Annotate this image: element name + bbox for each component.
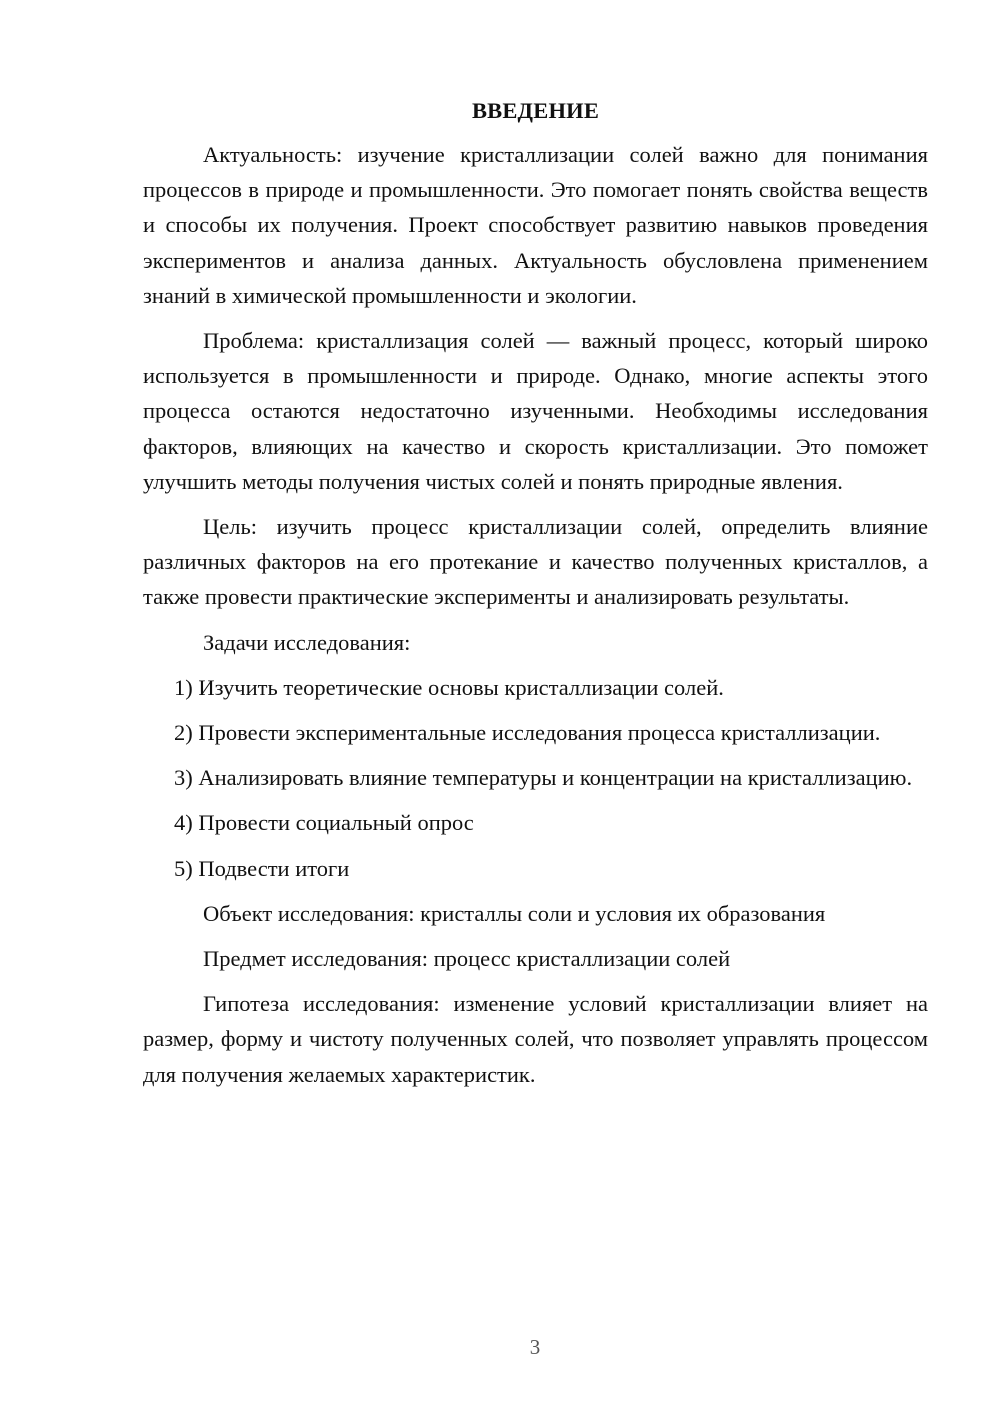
task-item-2: 2) Провести экспериментальные исследования процесса кристаллизации. [174, 720, 881, 746]
goal-paragraph: Цель: изучить процесс кристаллизации солей, определить влияние различных факторов на его протекание и качество полученных кристаллов, а также провести практические эксперименты и анализировать результаты. [143, 514, 928, 610]
task-item-1: 1) Изучить теоретические основы кристаллизации солей. [174, 674, 724, 700]
page-number: 3 [529, 1335, 541, 1359]
hypothesis-paragraph: Гипотеза исследования: изменение условий кристаллизации влияет на размер, форму и чистоту полученных солей, что позволяет управлять процессом для получения желаемых характеристик. [143, 991, 928, 1087]
task-item-3: 3) Анализировать влияние температуры и концентрации на кристаллизацию. [174, 765, 913, 791]
research-subject-paragraph: Предмет исследования: процесс кристаллизации солей [203, 946, 731, 972]
task-item-4: 4) Провести социальный опрос [174, 810, 474, 836]
problem-paragraph: Проблема: кристаллизация солей — важный процесс, который широко используется в промышленности и природе. Однако, многие аспекты этого процесса остаются недостаточно изученными. Необходимы исследования факторов, влияющих на качество и скорость кристаллизации. Это поможет улучшить методы получения чистых солей и понять природные явления. [143, 328, 928, 494]
research-object-paragraph: Объект исследования: кристаллы соли и условия их образования [203, 900, 826, 926]
relevance-paragraph: Актуальность: изучение кристаллизации солей важно для понимания процессов в природе и промышленности. Это помогает понять свойства веществ и способы их получения. Проект способствует развитию навыков проведения экспериментов и анализа данных. Актуальность обусловлена применением знаний в химической промышленности и экологии. [143, 142, 928, 308]
section-heading: ВВЕДЕНИЕ [471, 98, 600, 123]
task-item-5: 5) Подвести итоги [174, 855, 350, 881]
page-content [143, 91, 928, 1092]
tasks-heading: Задачи исследования: [203, 629, 411, 655]
